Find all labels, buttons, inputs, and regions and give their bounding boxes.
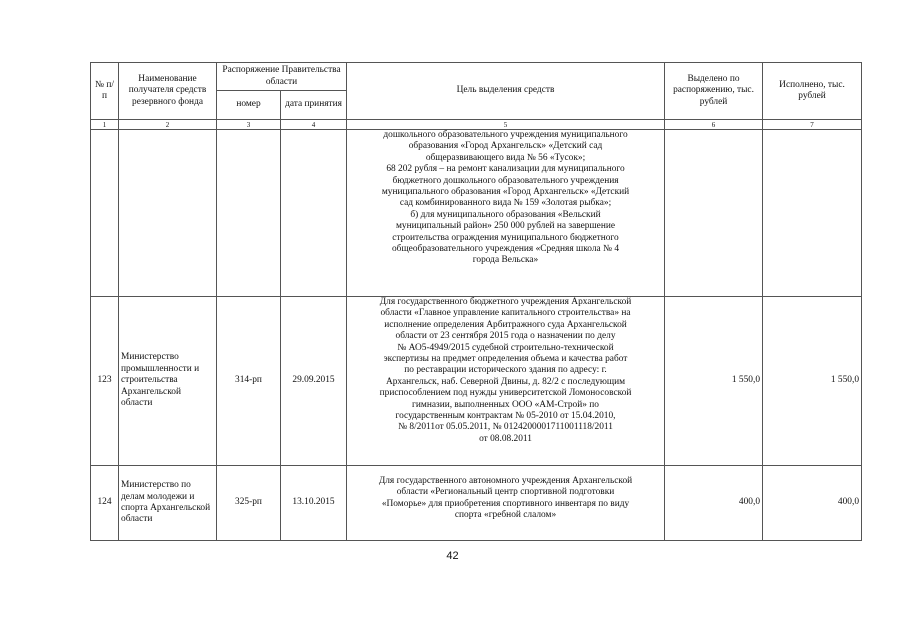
purpose-line: экспертизы на предмет определения объема и качества работ: [383, 354, 628, 365]
purpose-line: приспособлением под нужды университетской Ломоносовской: [379, 388, 632, 399]
purpose-line: области «Главное управление капитального строительства» на: [380, 308, 631, 319]
column-number: 1: [91, 120, 119, 130]
purpose-line: Архангельск, наб. Северной Двины, д. 82/2 с последующим: [385, 376, 626, 387]
page-number: 42: [446, 550, 459, 562]
row-purpose: [347, 297, 665, 466]
row-executed: [763, 130, 862, 297]
table-row: [91, 297, 862, 466]
row-order-number: 314-рп: [217, 297, 281, 466]
purpose-line: Для государственного бюджетного учреждения Архангельской: [379, 297, 632, 307]
header-purpose: Цель выделения средств: [347, 63, 665, 120]
table-row: [91, 130, 862, 297]
row-order-date: [281, 130, 347, 297]
row-executed: 400,0: [763, 466, 862, 541]
purpose-line: муниципального образования «Город Архангельск» «Детский: [381, 187, 630, 198]
purpose-line: сад комбинированного вида № 159 «Золотая рыбка»;: [399, 198, 612, 209]
row-order-date: 29.09.2015: [281, 297, 347, 466]
purpose-line: Для государственного автономного учреждения Архангельской: [378, 476, 633, 486]
purpose-line: строительства ограждения муниципального бюджетного: [392, 232, 619, 243]
purpose-line: общеобразовательного учреждения «Средняя школа № 4: [391, 244, 620, 255]
purpose-line: № АО5-4949/2015 судебной строительно-технической: [397, 342, 614, 353]
column-number: 6: [665, 120, 763, 130]
purpose-line: области от 23 сентября 2015 года о назначении по делу: [395, 331, 616, 342]
purpose-line: государственным контрактам № 05-2010 от 15.04.2010,: [395, 411, 616, 422]
header-number: № п/п: [91, 63, 119, 120]
purpose-line: образования «Город Архангельск» «Детский сад: [408, 141, 603, 152]
column-number-row: [91, 120, 862, 130]
row-purpose: [347, 466, 665, 541]
purpose-line: от 08.08.2011: [479, 433, 532, 444]
purpose-line: б) для муниципального образования «Вельский: [410, 209, 601, 220]
row-executed: 1 550,0: [763, 297, 862, 466]
header-allocated: Выделено по распоряжению, тыс. рублей: [665, 63, 763, 120]
purpose-line: общеразвивающего вида № 56 «Тусок»;: [425, 152, 586, 163]
row-allocated: [665, 130, 763, 297]
purpose-line: дошкольного образовательного учреждения муниципального: [383, 130, 628, 140]
row-allocated: 400,0: [665, 466, 763, 541]
column-number: 2: [119, 120, 217, 130]
column-number: 7: [763, 120, 862, 130]
column-number: 4: [281, 120, 347, 130]
purpose-line: 68 202 рубля – на ремонт канализации для муниципального: [386, 164, 625, 175]
purpose-line: «Поморье» для приобретения спортивного инвентаря по виду: [381, 498, 630, 509]
reserve-fund-table: [90, 62, 862, 541]
header-executed: Исполнено, тыс. рублей: [763, 63, 862, 120]
purpose-line: муниципальный район» 250 000 рублей на завершение: [395, 221, 616, 232]
header-order-group: Распоряжение Правительства области: [217, 63, 347, 91]
purpose-line: по реставрации исторического здания по адресу: г.: [404, 365, 607, 376]
purpose-line: гимназии, выполненных ООО «АМ-Строй» по: [412, 399, 599, 410]
row-order-number: [217, 130, 281, 297]
row-order-date: 13.10.2015: [281, 466, 347, 541]
purpose-line: спорта «гребной слалом»: [454, 510, 557, 521]
purpose-line: исполнение определения Арбитражного суда Архангельской: [384, 319, 627, 330]
row-number: [91, 130, 119, 297]
row-order-number: 325-рп: [217, 466, 281, 541]
purpose-line: города Вельска»: [472, 255, 539, 266]
table-row: [91, 466, 862, 541]
row-number: 124: [91, 466, 119, 541]
purpose-line: № 8/2011от 05.05.2011, № 0124200001711001118/2011: [398, 422, 613, 433]
row-number: 123: [91, 297, 119, 466]
row-allocated: 1 550,0: [665, 297, 763, 466]
row-purpose: [347, 130, 665, 297]
purpose-line: бюджетного дошкольного образовательного учреждения: [392, 175, 619, 186]
row-recipient: Министерство по делам молодежи и спорта Архангельской области: [119, 466, 217, 541]
header-order-date: дата принятия: [281, 91, 347, 120]
header-order-number: номер: [217, 91, 281, 120]
row-recipient: [119, 130, 217, 297]
column-number: 3: [217, 120, 281, 130]
header-recipient: Наименование получателя средств резервного фонда: [119, 63, 217, 120]
purpose-line: области «Региональный центр спортивной подготовки: [396, 487, 615, 498]
column-number: 5: [347, 120, 665, 130]
row-recipient: Министерство промышленности и строительства Архангельской области: [119, 297, 217, 466]
